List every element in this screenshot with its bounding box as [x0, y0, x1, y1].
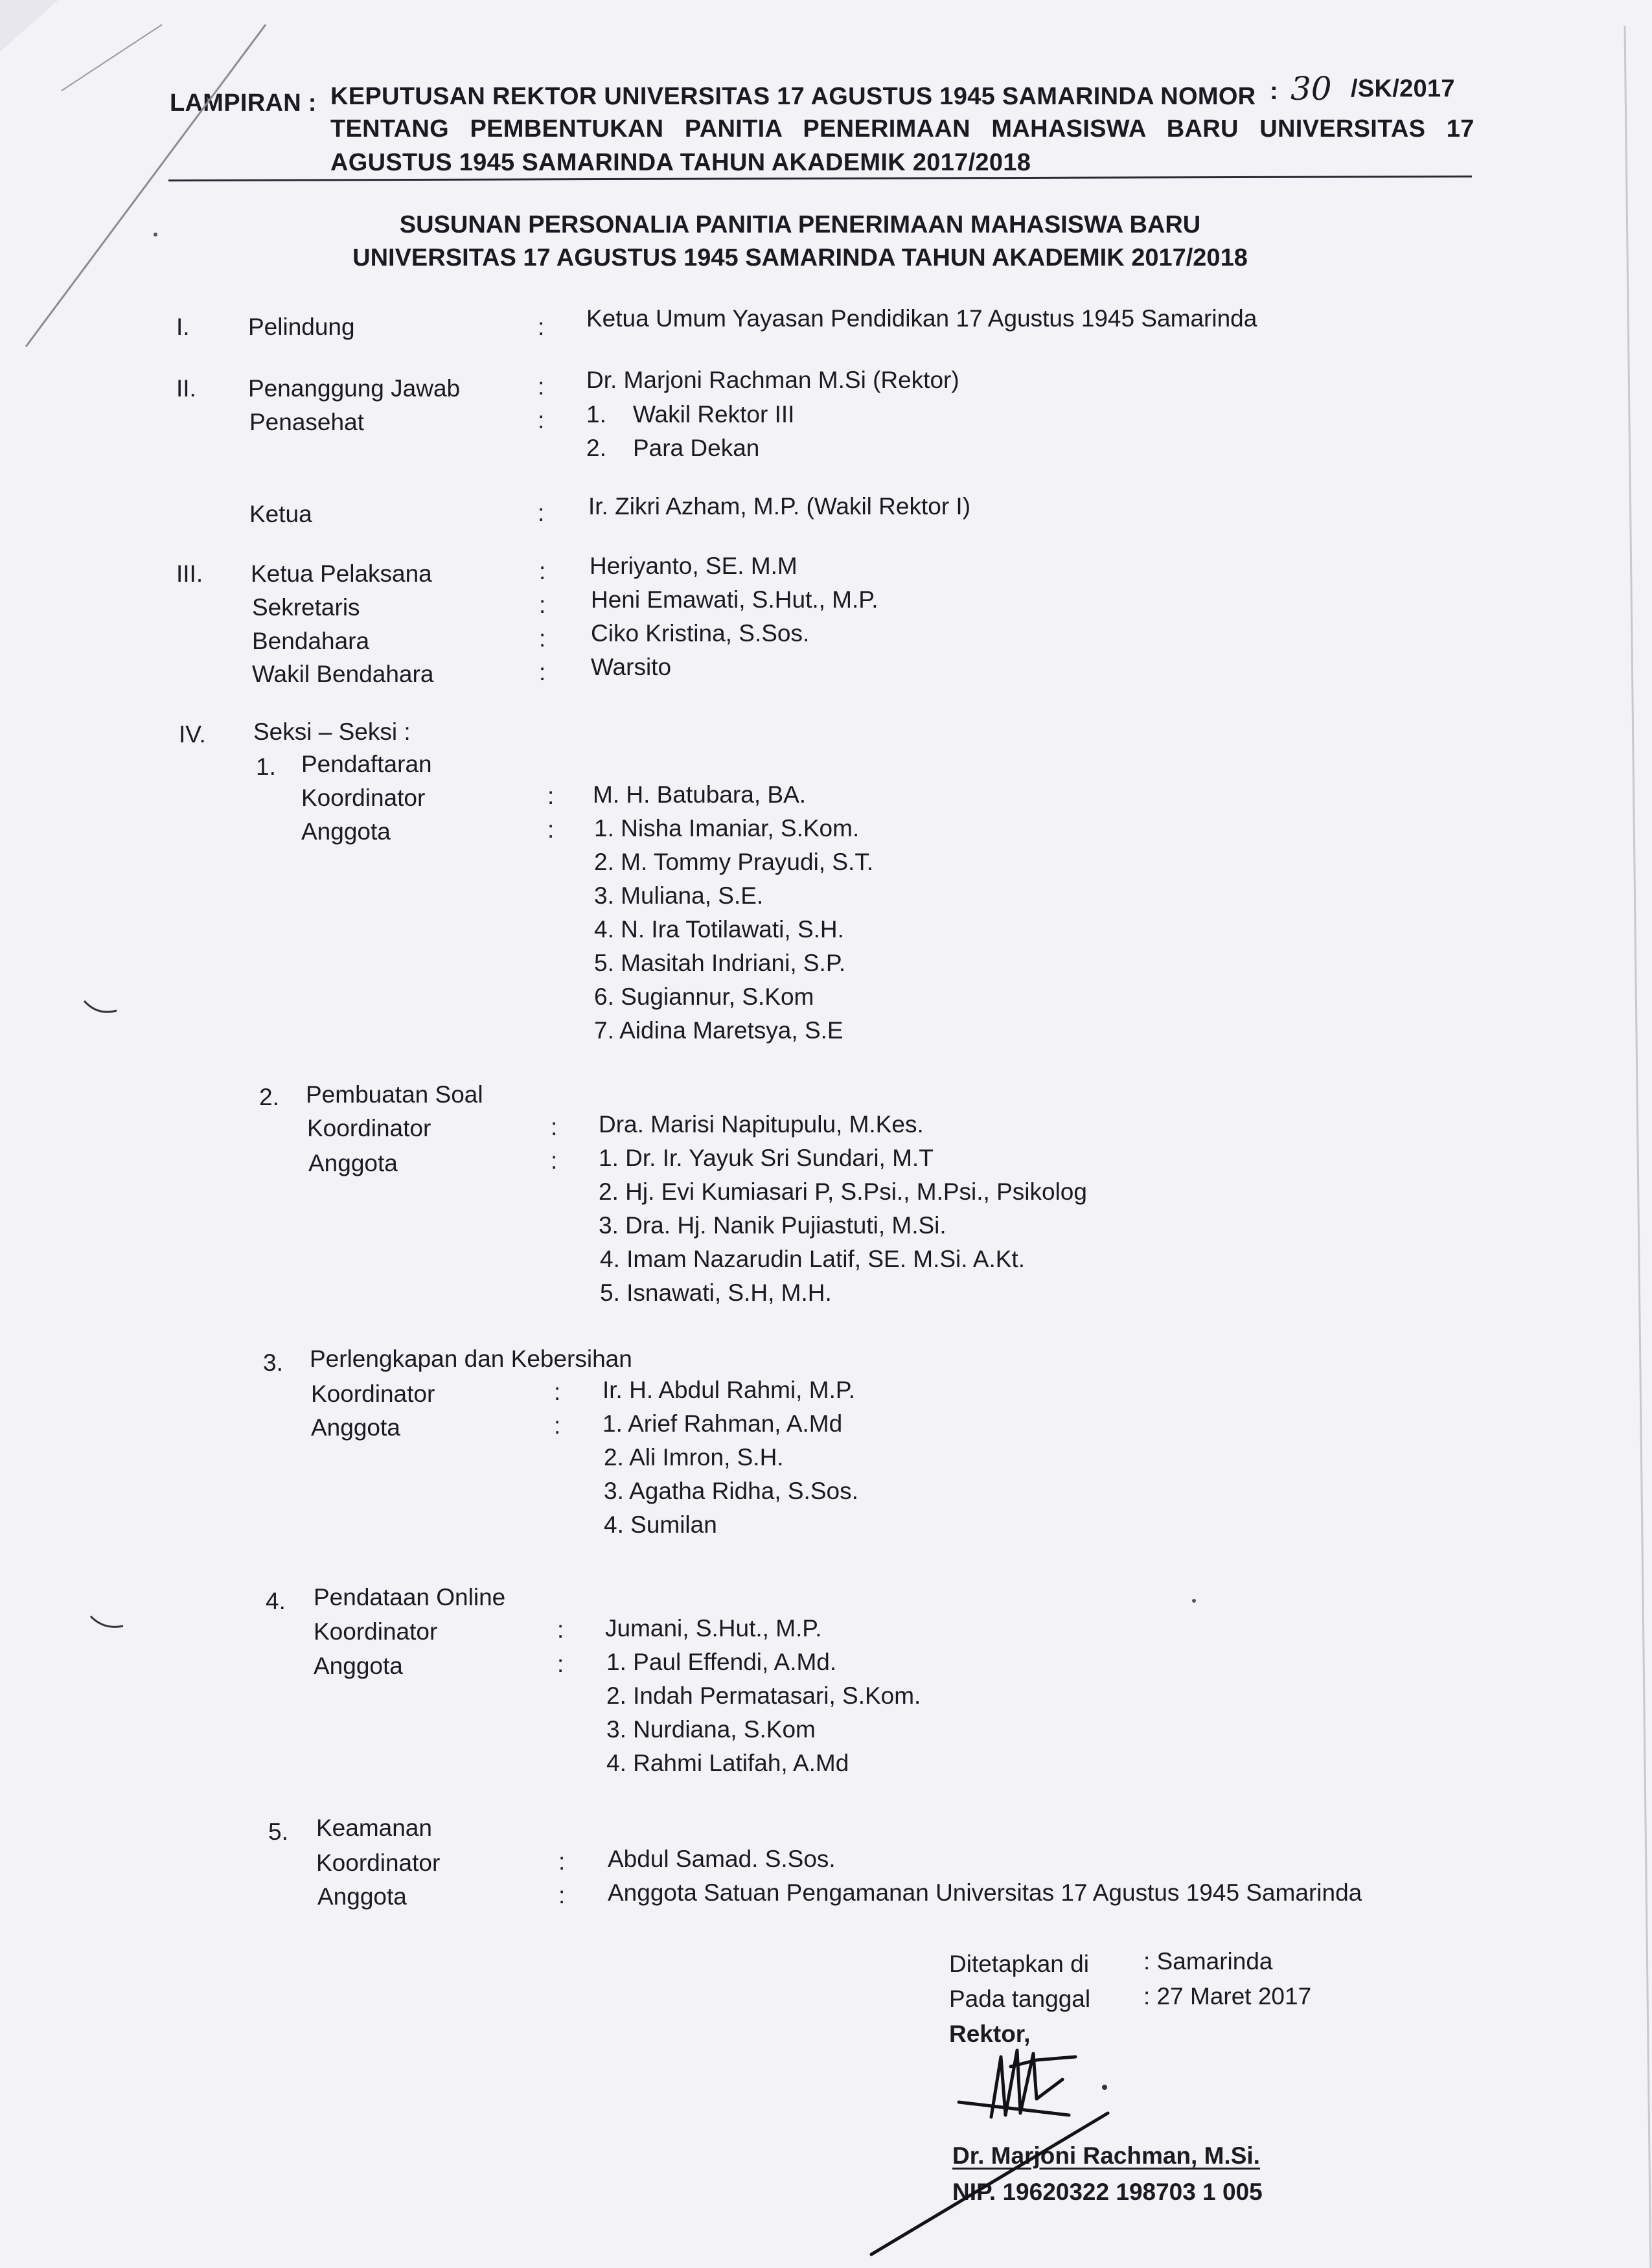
seksi-heading: Seksi – Seksi : — [253, 718, 411, 745]
signatory-nip: NIP. 19620322 198703 1 005 — [952, 2179, 1263, 2205]
seksi-name: Keamanan — [316, 1815, 432, 1841]
seksi-number: 4. — [266, 1588, 286, 1614]
koordinator-label: Koordinator — [316, 1850, 441, 1876]
anggota-item: 6. Sugiannur, S.Kom — [594, 983, 814, 1010]
anggota-label: Anggota — [301, 818, 391, 845]
anggota-item: 3. Agatha Ridha, S.Sos. — [604, 1478, 858, 1504]
paper-edge — [1625, 26, 1651, 2268]
anggota-item: 2. Ali Imron, S.H. — [604, 1444, 784, 1471]
colon: : — [539, 591, 546, 618]
colon: : — [538, 499, 545, 526]
decree-number-colon: : — [1270, 78, 1278, 105]
anggota-item: 5. Masitah Indriani, S.P. — [594, 950, 846, 976]
koordinator-label: Koordinator — [311, 1380, 435, 1407]
koordinator-label: Koordinator — [301, 785, 426, 811]
scan-dot — [154, 233, 157, 236]
seksi-number: 3. — [263, 1349, 283, 1376]
sekretaris-value: Heni Emawati, S.Hut., M.P. — [591, 586, 878, 613]
decree-number-handwritten: 30 — [1291, 70, 1332, 108]
koordinator-value: Dra. Marisi Napitupulu, M.Kes. — [599, 1111, 924, 1138]
place-value: : Samarinda — [1143, 1948, 1273, 1975]
signatory-name: Dr. Marjoni Rachman, M.Si. — [952, 2142, 1260, 2169]
colon: : — [558, 1848, 566, 1875]
anggota-item: 3. Muliana, S.E. — [594, 882, 764, 909]
koordinator-label: Koordinator — [307, 1115, 431, 1141]
colon: : — [538, 407, 545, 433]
penanggung-jawab-value: Dr. Marjoni Rachman M.Si (Rektor) — [586, 367, 959, 393]
section-3-number: III. — [176, 560, 203, 587]
anggota-item: 5. Isnawati, S.H, M.H. — [600, 1279, 832, 1306]
anggota-item: 1. Nisha Imaniar, S.Kom. — [594, 815, 860, 842]
penasehat-item: 2. Para Dekan — [586, 435, 760, 461]
colon: : — [547, 783, 555, 809]
colon: : — [539, 625, 546, 652]
seksi-number: 2. — [259, 1084, 279, 1110]
colon: : — [558, 1882, 566, 1908]
penanggung-jawab-label: Penanggung Jawab — [248, 375, 461, 402]
anggota-item: 2. M. Tommy Prayudi, S.T. — [594, 849, 874, 875]
corner-fold-shadow — [0, 0, 58, 52]
decree-title: KEPUTUSAN REKTOR UNIVERSITAS 17 AGUSTUS 1945 SAMARINDA NOMOR — [330, 83, 1256, 110]
seksi-number: 5. — [268, 1818, 288, 1845]
koordinator-value: Jumani, S.Hut., M.P. — [605, 1615, 822, 1642]
scan-mark — [84, 1001, 117, 1012]
anggota-label: Anggota — [308, 1150, 398, 1176]
anggota-item: 4. N. Ira Totilawati, S.H. — [594, 916, 844, 943]
seksi-name: Pendaftaran — [301, 751, 432, 777]
anggota-item: 4. Sumilan — [604, 1511, 717, 1538]
bendahara-label: Bendahara — [252, 628, 370, 654]
seksi-name: Pendataan Online — [314, 1584, 506, 1610]
wakil-bendahara-label: Wakil Bendahara — [252, 661, 434, 687]
colon: : — [538, 373, 545, 400]
ketua-pelaksana-value: Heriyanto, SE. M.M — [590, 553, 797, 579]
colon: : — [557, 1651, 564, 1677]
wakil-bendahara-value: Warsito — [591, 654, 672, 680]
colon: : — [554, 1379, 561, 1405]
koordinator-value: Ir. H. Abdul Rahmi, M.P. — [602, 1377, 856, 1403]
seksi-number: 1. — [256, 753, 276, 780]
anggota-item: 2. Indah Permatasari, S.Kom. — [606, 1682, 921, 1709]
handwritten-signature — [871, 2050, 1108, 2254]
penasehat-label: Penasehat — [249, 409, 364, 435]
colon: : — [539, 659, 546, 685]
anggota-item: 3. Dra. Hj. Nanik Pujiastuti, M.Si. — [599, 1212, 946, 1239]
anggota-item: 3. Nurdiana, S.Kom — [606, 1716, 816, 1743]
section-1-number: I. — [176, 314, 190, 340]
anggota-item: Anggota Satuan Pengamanan Universitas 17 Agustus 1945 Samarinda — [608, 1879, 1362, 1906]
section-1-label: Pelindung — [248, 314, 355, 340]
date-value: : 27 Maret 2017 — [1143, 1983, 1312, 2010]
anggota-item: 4. Rahmi Latifah, A.Md — [606, 1750, 849, 1776]
anggota-item: 1. Paul Effendi, A.Md. — [606, 1649, 837, 1675]
ketua-label: Ketua — [249, 501, 312, 527]
scan-fold-line — [26, 25, 266, 347]
ketua-value: Ir. Zikri Azham, M.P. (Wakil Rektor I) — [588, 493, 971, 520]
document-title-line-1: SUSUNAN PERSONALIA PANITIA PENERIMAAN MAHASISWA BARU — [399, 211, 1201, 238]
decree-number-suffix: /SK/2017 — [1351, 75, 1455, 102]
colon: : — [538, 314, 545, 340]
anggota-item: 2. Hj. Evi Kumiasari P, S.Psi., M.Psi., Psikolog — [599, 1178, 1087, 1205]
ketua-pelaksana-label: Ketua Pelaksana — [251, 560, 432, 587]
anggota-label: Anggota — [311, 1414, 400, 1441]
scan-mark — [91, 1616, 123, 1627]
section-1-value: Ketua Umum Yayasan Pendidikan 17 Agustus 1945 Samarinda — [586, 305, 1257, 332]
anggota-item: 1. Arief Rahman, A.Md — [602, 1410, 843, 1437]
scan-dot — [1102, 2085, 1107, 2090]
anggota-item: 4. Imam Nazarudin Latif, SE. M.Si. A.Kt. — [600, 1246, 1025, 1272]
colon: : — [547, 816, 555, 843]
colon: : — [551, 1147, 558, 1174]
penasehat-item: 1. Wakil Rektor III — [586, 401, 795, 428]
anggota-label: Anggota — [317, 1883, 407, 1910]
anggota-label: Anggota — [314, 1653, 403, 1679]
section-2-number: II. — [176, 375, 196, 402]
colon: : — [539, 558, 546, 584]
section-4-number: IV. — [179, 721, 206, 748]
koordinator-label: Koordinator — [314, 1618, 438, 1645]
document-title-line-2: UNIVERSITAS 17 AGUSTUS 1945 SAMARINDA TAHUN AKADEMIK 2017/2018 — [352, 244, 1248, 271]
place-label: Ditetapkan di — [949, 1951, 1089, 1977]
signatory-role: Rektor, — [949, 2021, 1031, 2047]
date-label: Pada tanggal — [949, 1986, 1091, 2012]
seksi-name: Perlengkapan dan Kebersihan — [310, 1346, 632, 1372]
scan-fold-line-short — [62, 25, 162, 91]
anggota-item: 1. Dr. Ir. Yayuk Sri Sundari, M.T — [599, 1145, 934, 1171]
seksi-name: Pembuatan Soal — [306, 1081, 483, 1108]
anggota-item: 7. Aidina Maretsya, S.E — [594, 1017, 843, 1044]
koordinator-value: Abdul Samad. S.Sos. — [608, 1846, 836, 1872]
koordinator-value: M. H. Batubara, BA. — [593, 781, 807, 808]
colon: : — [551, 1114, 558, 1140]
scan-dot — [1192, 1599, 1196, 1603]
colon: : — [554, 1412, 561, 1439]
colon: : — [557, 1616, 564, 1643]
sekretaris-label: Sekretaris — [252, 594, 360, 621]
header-line-2: TENTANG PEMBENTUKAN PANITIA PENERIMAAN MAHASISWA BARU UNIVERSITAS 17 — [330, 115, 1474, 143]
lampiran-label: LAMPIRAN : — [170, 89, 317, 117]
header-line-3: AGUSTUS 1945 SAMARINDA TAHUN AKADEMIK 2017/2018 — [330, 149, 1031, 176]
bendahara-value: Ciko Kristina, S.Sos. — [591, 620, 810, 647]
